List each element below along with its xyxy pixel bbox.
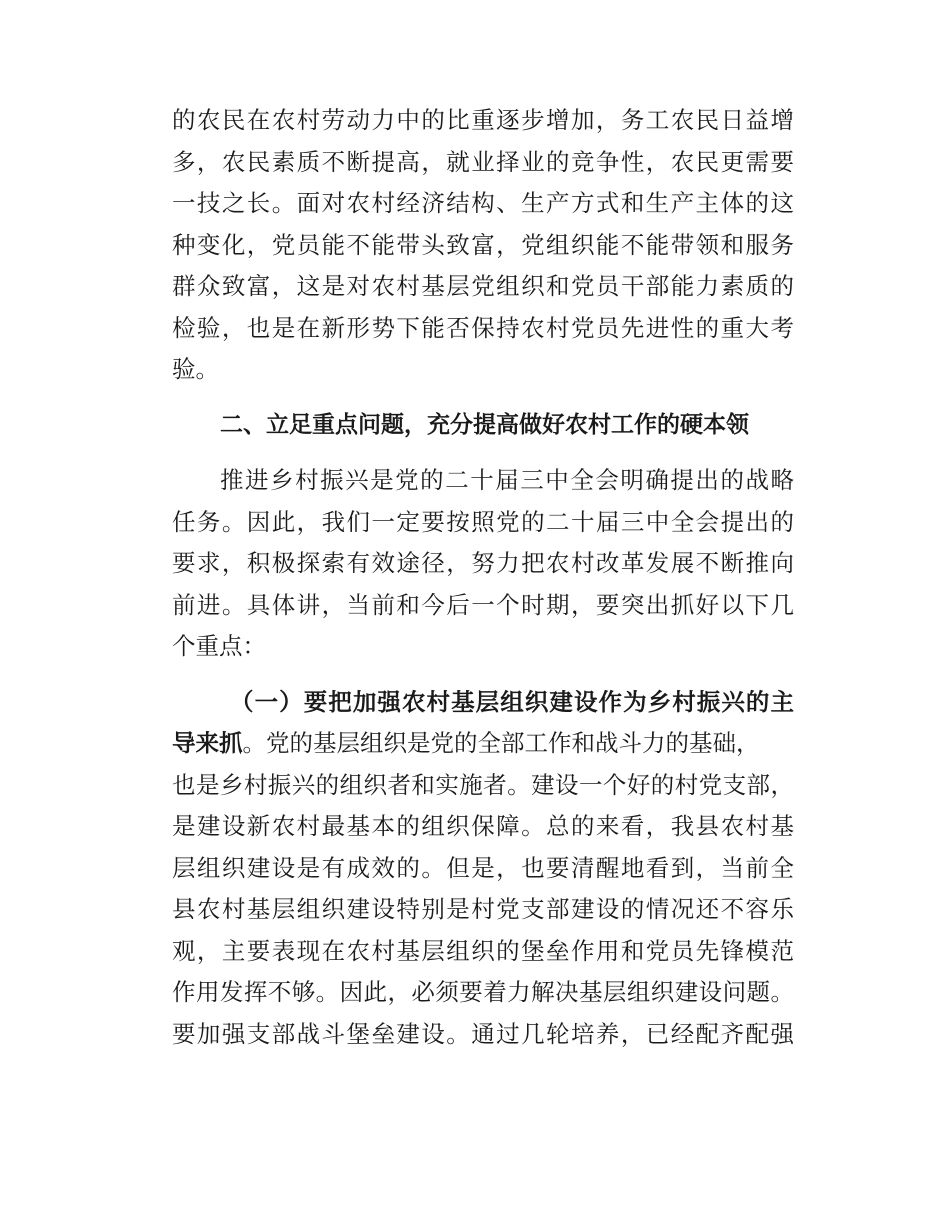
text-line: 种变化，党员能不能带头致富，党组织能不能带领和服务 [172, 230, 794, 259]
text-run: 。党的基层组织是党的全部工作和战斗力的基础， [242, 729, 760, 757]
text-line: 的农民在农村劳动力中的比重逐步增加，务工农民日益增 [172, 106, 794, 134]
text-line: 观，主要表现在农村基层组织的堡垒作用和党员先锋模范 [172, 936, 794, 965]
subsection-heading: （一）要把加强农村基层组织建设作为乡村振兴的主 [230, 687, 794, 716]
document-page [172, 100, 794, 1055]
text-line: 层组织建设是有成效的。但是，也要清醒地看到，当前全 [172, 853, 794, 882]
text-line: 多，农民素质不断提高，就业择业的竞争性，农民更需要 [172, 147, 794, 176]
text-line: 要求，积极探索有效途径，努力把农村改革发展不断推向 [172, 549, 794, 577]
text-line: 任务。因此，我们一定要按照党的二十届三中全会提出的 [172, 507, 794, 536]
text-line: 县农村基层组织建设特别是村党支部建设的情况还不容乐 [172, 895, 794, 923]
text-line: 也是乡村振兴的组织者和实施者。建设一个好的村党支部， [172, 770, 794, 799]
text-line: 检验，也是在新形势下能否保持农村党员先进性的重大考 [172, 313, 794, 342]
section-heading: 二、立足重点问题，充分提高做好农村工作的硬本领 [220, 411, 749, 438]
text-line: 要加强支部战斗堡垒建设。通过几轮培养，已经配齐配强 [172, 1019, 794, 1048]
text-line: 作用发挥不够。因此，必须要着力解决基层组织建设问题。 [172, 978, 794, 1006]
text-line: 个重点： [172, 632, 266, 660]
paragraph-1 [172, 100, 794, 391]
paragraph-2 [172, 460, 794, 668]
paragraph-3 [172, 682, 794, 1056]
text-line: 前进。具体讲，当前和今后一个时期，要突出抓好以下几 [172, 590, 794, 619]
text-line: 是建设新农村最基本的组织保障。总的来看，我县农村基 [172, 812, 794, 840]
text-line: 群众致富，这是对农村基层党组织和党员干部能力素质的 [172, 272, 794, 300]
text-line [172, 723, 794, 765]
text-line: 推进乡村振兴是党的二十届三中全会明确提出的战略 [220, 466, 794, 494]
subsection-heading-end: 导来抓 [172, 729, 243, 757]
text-line: 验。 [172, 355, 219, 383]
text-line: 一技之长。面对农村经济结构、生产方式和生产主体的这 [172, 189, 794, 217]
